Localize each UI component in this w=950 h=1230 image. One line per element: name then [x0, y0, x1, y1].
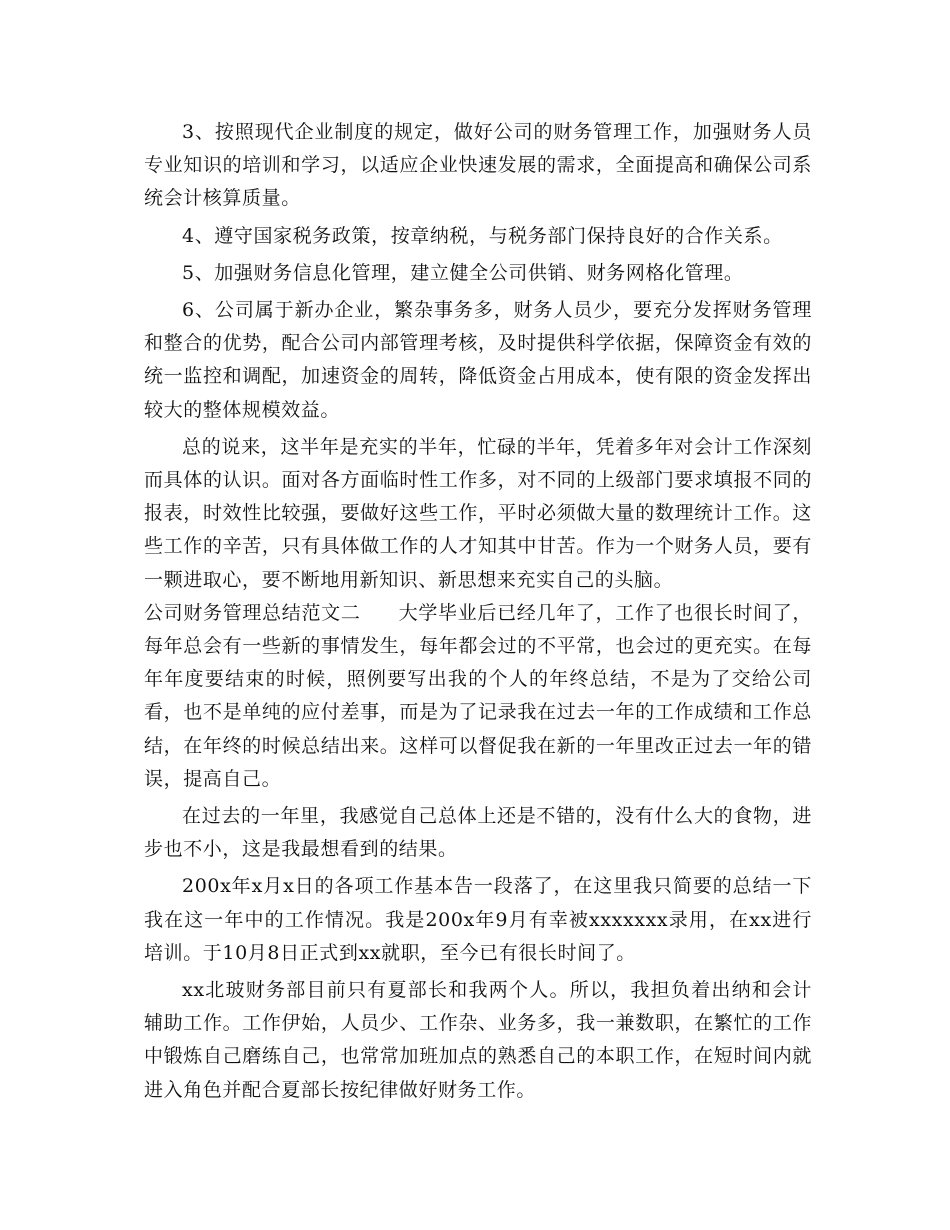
- document-body: [144, 116, 812, 1107]
- paragraph-item-4: 4、遵守国家税务政策，按章纳税，与税务部门保持良好的合作关系。: [182, 224, 783, 247]
- section-title: 公司财务管理总结范文二: [144, 601, 361, 624]
- paragraph-department: xx北玻财务部目前只有夏部长和我两个人。所以，我担负着出纳和会计辅助工作。工作伊始，人员少、工作杂、业务多，我一兼数职，在繁忙的工作中锻炼自己磨练自己，也常常加班加点的熟悉自己的本职工作，在短时间内就进入角色并配合夏部长按纪律做好财务工作。: [144, 979, 812, 1101]
- paragraph-past-year: 在过去的一年里，我感觉自己总体上还是不错的，没有什么大的食物，进步也不小，这是我最想看到的结果。: [144, 805, 812, 861]
- paragraph-item-3: 3、按照现代企业制度的规定，做好公司的财务管理工作，加强财务人员专业知识的培训和学习，以适应企业快速发展的需求，全面提高和确保公司系统会计核算质量。: [144, 121, 812, 210]
- section-intro-text: 大学毕业后已经几年了，工作了也很长时间了，每年总会有一些新的事情发生，每年都会过的不平常，也会过的更充实。在每年年度要结束的时候，照例要写出我的个人的年终总结，不是为了交给公司看，也不是单纯的应付差事，而是为了记录我在过去一年的工作成绩和工作总结，在年终的时候总结出来。这样可以督促我在新的一年里改正过去一年的错误，提高自己。: [144, 601, 812, 790]
- paragraph-item-6: 6、公司属于新办企业，繁杂事务多，财务人员少，要充分发挥财务管理和整合的优势，配合公司内部管理考核，及时提供科学依据，保障资金有效的统一监控和调配，加速资金的周转，降低资金占用成本，使有限的资金发挥出较大的整体规模效益。: [144, 299, 812, 421]
- paragraph-item-5: 5、加强财务信息化管理，建立健全公司供销、财务网格化管理。: [182, 261, 744, 284]
- section-two-paragraph: [144, 597, 812, 796]
- paragraph-work-start: 200x年x月x日的各项工作基本告一段落了，在这里我只简要的总结一下我在这一年中的工作情况。我是200x年9月有幸被xxxxxxx录用，在xx进行培训。于10月8日正式到xx就职，至今已有很长时间了。: [144, 875, 812, 964]
- paragraph-summary: 总的说来，这半年是充实的半年，忙碌的半年，凭着多年对会计工作深刻而具体的认识。面对各方面临时性工作多，对不同的上级部门要求填报不同的报表，时效性比较强，要做好这些工作，平时必须做大量的数理统计工作。这些工作的辛苦，只有具体做工作的人才知其中甘苦。作为一个财务人员，要有一颗进取心，要不断地用新知识、新思想来充实自己的头脑。: [144, 435, 812, 591]
